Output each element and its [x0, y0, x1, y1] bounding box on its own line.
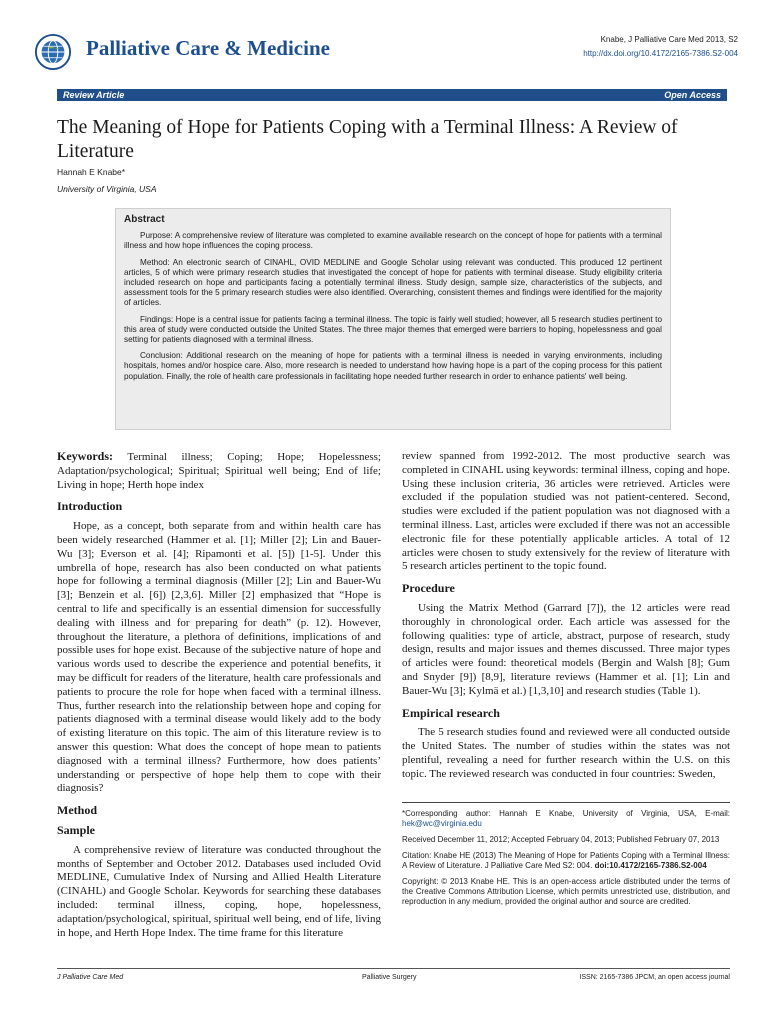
footnote-divider — [402, 802, 730, 803]
author-affiliation: University of Virginia, USA — [57, 184, 157, 194]
abstract-findings: Findings: Hope is a central issue for patients facing a terminal illness. The topic is fairly well studied; however, all 5 research studies pertinent to this area of study were conducted outside the United States. The three major themes that emerged were barriers to hoping, hopelessness and goal setting for patients diagnosed with a terminal illness. — [124, 314, 662, 345]
corresponding-author — [402, 809, 730, 829]
introduction-heading: Introduction — [57, 499, 123, 514]
abstract-conclusion: Conclusion: Additional research on the meaning of hope for patients with a terminal illness is needed in varying environments, including hospitals, homes and/or hospice care. Also, more research is needed to understand how having hope is a part of the coping process for this patient population. Finally, the role of health care professionals in facilitating hope needed further research in order to enhance patients' well being. — [124, 351, 662, 381]
citation-note-text: Citation: Knabe HE (2013) The Meaning of Hope for Patients Coping with a Terminal Illness: A Review of Literature. J Palliative Care Med S2: 004. — [402, 851, 730, 870]
abstract-purpose: Purpose: A comprehensive review of literature was completed to examine available research on the concept of hope for patients with a terminal illness and how hope influences the coping process. — [124, 231, 662, 251]
abstract-heading: Abstract — [124, 214, 165, 225]
article-title: The Meaning of Hope for Patients Coping with a Terminal Illness: A Review of Literature — [57, 117, 678, 162]
abstract-method: Method: An electronic search of CINAHL, OVID MEDLINE and Google Scholar using relevant was conducted. This produced 12 pertinent articles, 5 of which were primary research studies that investigated the concept of hope for patients with terminal disease. Study eligibility criteria included research on hope and participants facing a potentially terminal illness. Study design, sample size, characteristics of the subjects, and assessment tools for the 5 primary research studies were also identified. Overarching, consistent themes and findings were identified for the majority of articles. — [124, 257, 662, 308]
left-column — [57, 450, 381, 948]
procedure-text: Using the Matrix Method (Garrard [7]), the 12 articles were read thoroughly in chronological order. Each article was assessed for the following qualities: type of article, abstract, purpose of research, study design, results and major issues and themes discussed. Three major types of articles were found: theoretical models (Bergin and Walsh [8]; Gum and Snyder [9]) [8,9], literature reviews (Hammer et al. [1]; Lin and Bauer-Wu [3]; Kylmä et al.) [1,3,10] and research studies (Table 1). — [402, 601, 730, 697]
sample-heading: Sample — [57, 822, 96, 837]
right-column — [402, 450, 730, 790]
doi-link[interactable]: http://dx.doi.org/10.4172/2165-7386.S2-004 — [583, 49, 738, 58]
open-access-label: Open Access — [664, 90, 721, 100]
footer-issn: ISSN: 2165-7386 JPCM, an open access journal — [579, 974, 730, 981]
citation-doi: doi:10.4172/2165-7386.S2-004 — [594, 861, 707, 870]
footer-issue: Palliative Surgery — [362, 974, 417, 981]
footnotes — [402, 802, 730, 913]
page-footer — [57, 968, 730, 981]
sample-text: A comprehensive review of literature was conducted throughout the months of September and October 2012. Databases used included Ovid MEDLINE, Cumulative Index of Nursing and Allied Health Literature (CINAHL) and Google Scholar. Keywords for searching these databases included: terminal illness, coping, hope, hopelessness, adaptation/psychological, spiritual, spiritual well being, end of life, living in hope, and Herth Hope Index. The time frame for this literature — [57, 843, 381, 939]
procedure-heading: Procedure — [402, 581, 455, 596]
citation-header — [583, 33, 738, 61]
article-type-bar — [57, 89, 727, 101]
author-email-link[interactable]: hek@wc@virginia.edu — [402, 819, 482, 828]
journal-name: Palliative Care & Medicine — [86, 36, 330, 60]
article-type: Review Article — [63, 90, 125, 100]
received-dates: Received December 11, 2012; Accepted February 04, 2013; Published February 07, 2013 — [402, 835, 720, 844]
abstract-box — [115, 208, 671, 430]
method-heading: Method — [57, 803, 97, 818]
keywords — [57, 450, 381, 492]
keywords-text: Terminal illness; Coping; Hope; Hopelessness; Adaptation/psychological; Spiritual; Spiritual well being; End of life; Living in hope; Herth hope index — [57, 451, 381, 491]
empirical-research-heading: Empirical research — [402, 705, 500, 720]
citation-note — [402, 851, 730, 871]
corresponding-author-text: *Corresponding author: Hannah E Knabe, University of Virginia, USA, E-mail: — [402, 809, 730, 818]
footer-journal: J Palliative Care Med — [57, 974, 124, 981]
keywords-label: Keywords: — [57, 449, 113, 463]
sample-text-continued: review spanned from 1992-2012. The most productive search was completed in CINAHL using keywords: terminal illness, coping and hope. Using these inclusion criteria, 36 articles were retrieved. Articles were excluded if the population studied was not patient-centered. Second, studies were excluded if the patient population was not diagnosed with a terminal illness. Last, articles were excluded if there was not an accessible electronic file for these potentially applicable articles. A total of 12 articles were chosen to study extensively for the review of literature with 5 research articles pertinent to the topic found. — [402, 450, 730, 573]
empirical-research-text: The 5 research studies found and reviewed were all conducted outside the United States. The number of studies within the states was not plentiful, revealing a need for further research within the U.S. on this topic. The reviewed research was conducted in four countries: Sweden, — [402, 726, 730, 780]
globe-logo-icon — [34, 33, 72, 71]
author-name: Hannah E Knabe* — [57, 167, 126, 177]
citation-line: Knabe, J Palliative Care Med 2013, S2 — [600, 35, 738, 44]
introduction-text: Hope, as a concept, both separate from and within health care has been widely researched (Hammer et al. [1]; Miller [2]; Lin and Bauer-Wu [3]; Everson et al. [4]; Ripamonti et al. [5]) [1-5]. Under this umbrella of hope, research has also been conducted on what patients hope for following a terminal diagnosis (Miller [2]; Lin and Bauer-Wu [3]; Benzein et al. [6]) [2,3,6]. Miller [2] emphasized that “Hope is central to life and specifically is an essential dimension for successfully dealing with illness and for preparing for death” (p. 12). However, throughout the literature, a plethora of definitions, implications of and possible uses for hope exist. Because of the subjective nature of hope and various words used to describe the experience and potential benefits, it may be difficult for readers of the literature, health care professionals and patients to procure the role for hope when faced with a terminal illness. Thus, further research into the relationship between hope and coping for patients diagnosed with a terminal disease would likely add to the body of existing literature on this topic. The aim of this literature review is to answer this question: What does the concept of hope mean to patients diagnosed with a terminal illness? Furthermore, how does patients’ understanding or perspective of hope help them to cope with their diagnosis? — [57, 520, 381, 795]
copyright-note: Copyright: © 2013 Knabe HE. This is an open-access article distributed under the terms of the Creative Commons Attribution License, which permits unrestricted use, distribution, and reproduction in any medium, provided the original author and source are credited. — [402, 877, 730, 906]
